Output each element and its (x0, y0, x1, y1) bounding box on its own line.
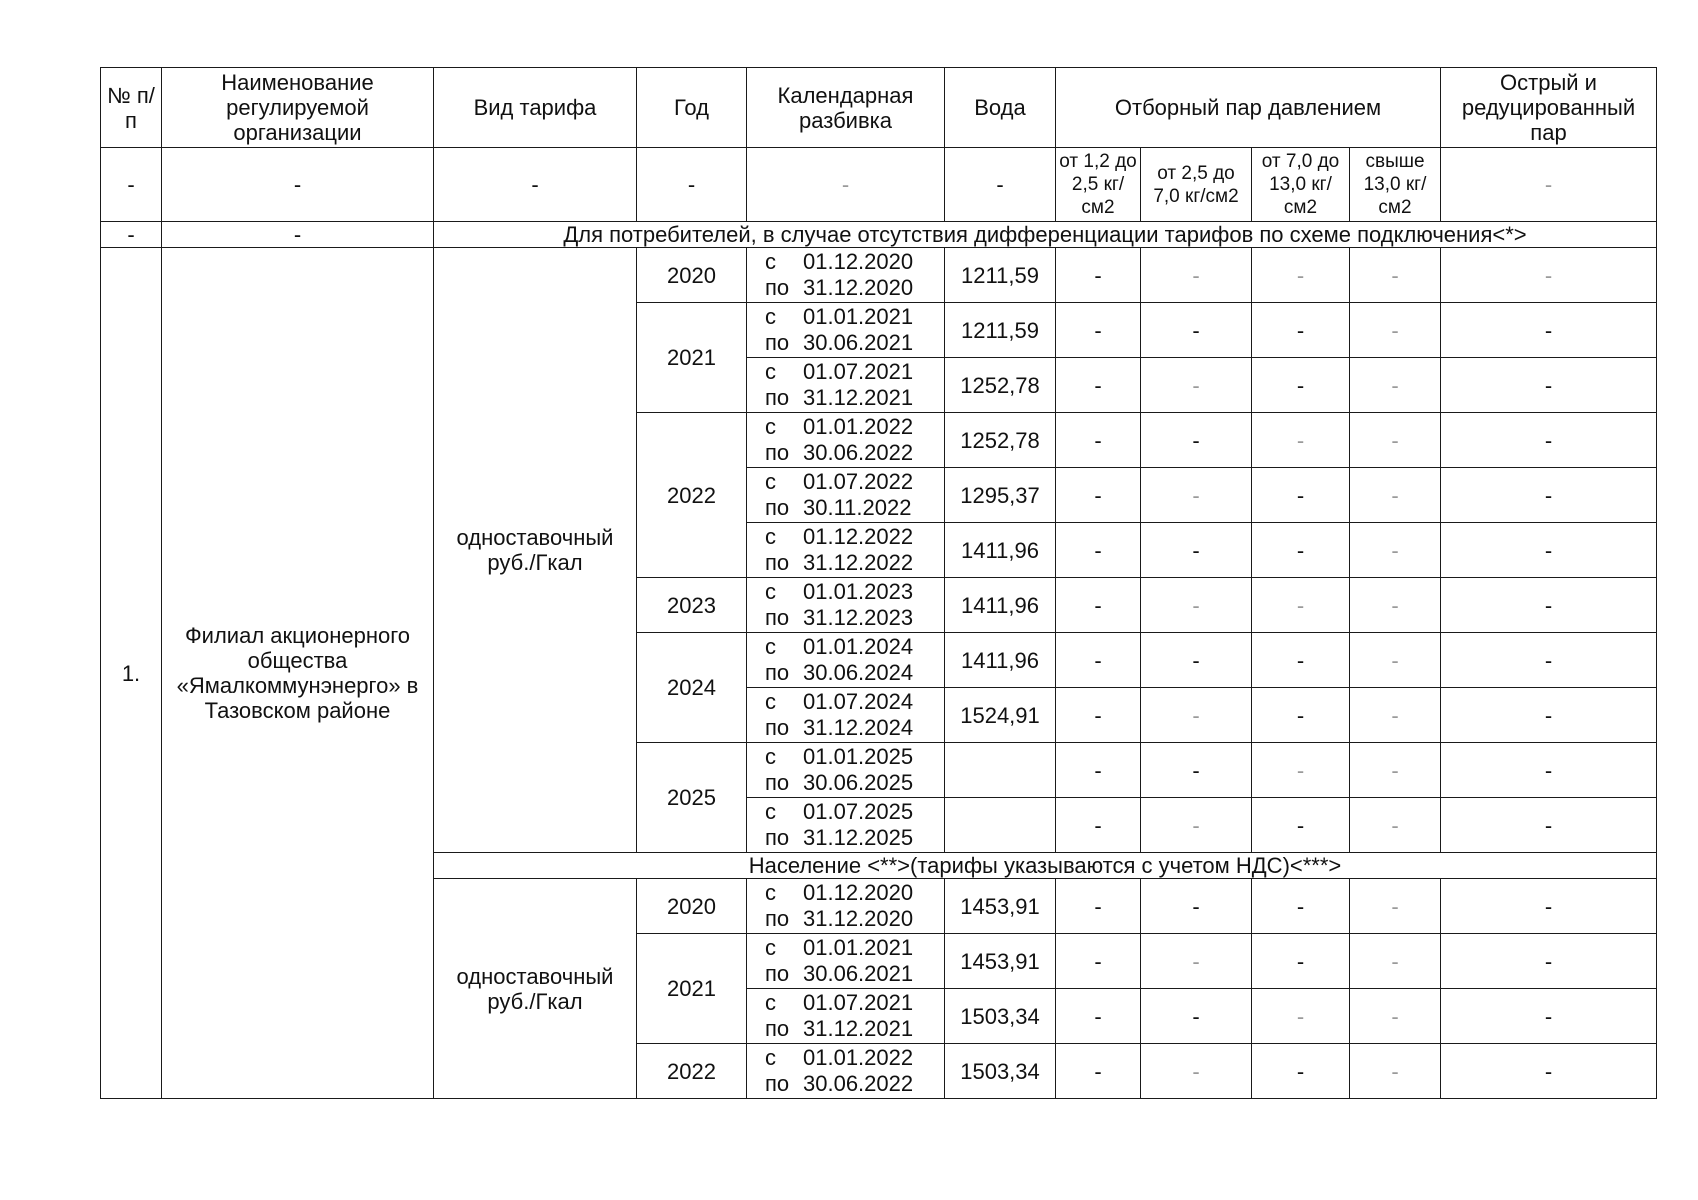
period-from-label: с (765, 799, 776, 824)
steam-value-4: - (1350, 248, 1441, 303)
period-to-date: 31.12.2020 (803, 275, 914, 300)
subheader-pressure-4: свыше 13,0 кг/см2 (1350, 148, 1441, 222)
period-from-label: с (765, 880, 776, 905)
steam-value-4: - (1350, 879, 1441, 934)
period-from-date: 01.01.2022 (803, 414, 914, 439)
water-tariff: 1453,91 (945, 879, 1056, 934)
subheader-blank: - (1441, 148, 1657, 222)
period-to-label: по (765, 275, 790, 300)
steam-value-1: - (1056, 633, 1141, 688)
sharp-steam-value: - (1441, 578, 1657, 633)
steam-value-4: - (1350, 1044, 1441, 1099)
period-to-label: по (765, 1016, 790, 1041)
calendar-period (747, 1044, 945, 1099)
period-to-date: 30.11.2022 (803, 495, 912, 520)
steam-value-2: - (1141, 523, 1252, 578)
period-to-date: 31.12.2021 (803, 385, 914, 410)
header-year: Год (637, 68, 747, 148)
sharp-steam-value: - (1441, 1044, 1657, 1099)
water-tariff: 1411,96 (945, 523, 1056, 578)
tariff-table (100, 67, 1657, 1099)
year-cell: 2020 (637, 879, 747, 934)
period-from-label: с (765, 304, 776, 329)
period-from-date: 01.01.2021 (803, 304, 914, 329)
steam-value-1: - (1056, 578, 1141, 633)
steam-value-4: - (1350, 798, 1441, 853)
steam-value-3: - (1252, 468, 1350, 523)
steam-value-1: - (1056, 798, 1141, 853)
steam-value-4: - (1350, 688, 1441, 743)
steam-value-4: - (1350, 578, 1441, 633)
period-from-date: 01.01.2025 (803, 744, 914, 769)
period-to-label: по (765, 440, 790, 465)
steam-value-1: - (1056, 743, 1141, 798)
period-to-date: 30.06.2021 (803, 961, 914, 986)
steam-value-2: - (1141, 743, 1252, 798)
steam-value-3: - (1252, 578, 1350, 633)
header-water: Вода (945, 68, 1056, 148)
steam-value-4: - (1350, 413, 1441, 468)
calendar-period (747, 633, 945, 688)
period-to-label: по (765, 961, 790, 986)
period-from-date: 01.12.2022 (803, 524, 914, 549)
tariff-type: одноставочный руб./Гкал (434, 879, 637, 1099)
period-from-label: с (765, 744, 776, 769)
period-to-label: по (765, 770, 790, 795)
subheader-pressure-2: от 2,5 до 7,0 кг/см2 (1141, 148, 1252, 222)
period-from-label: с (765, 579, 776, 604)
steam-value-3: - (1252, 798, 1350, 853)
subheader-blank: - (434, 148, 637, 222)
sharp-steam-value: - (1441, 413, 1657, 468)
calendar-period (747, 303, 945, 358)
steam-value-1: - (1056, 879, 1141, 934)
water-tariff: 1211,59 (945, 248, 1056, 303)
period-from-label: с (765, 359, 776, 384)
period-to-label: по (765, 605, 790, 630)
sharp-steam-value: - (1441, 303, 1657, 358)
steam-value-3: - (1252, 413, 1350, 468)
steam-value-1: - (1056, 358, 1141, 413)
steam-value-1: - (1056, 413, 1141, 468)
steam-value-2: - (1141, 578, 1252, 633)
calendar-period (747, 413, 945, 468)
row-number: 1. (101, 248, 162, 1099)
water-tariff: 1503,34 (945, 1044, 1056, 1099)
header-calendar: Календарная разбивка (747, 68, 945, 148)
calendar-period (747, 879, 945, 934)
calendar-period (747, 934, 945, 989)
period-from-date: 01.01.2023 (803, 579, 914, 604)
section-population-title: Население <**>(тарифы указываются с учетом НДС)<***> (434, 853, 1657, 879)
section-consumers-title: Для потребителей, в случае отсутствия дифференциации тарифов по схеме подключения<*> (434, 222, 1657, 248)
section-dash: - (162, 222, 434, 248)
period-from-date: 01.07.2024 (803, 689, 914, 714)
calendar-period (747, 743, 945, 798)
period-to-date: 31.12.2025 (803, 825, 914, 850)
water-tariff: 1295,37 (945, 468, 1056, 523)
header-row (101, 68, 1657, 148)
calendar-period (747, 578, 945, 633)
water-tariff: 1211,59 (945, 303, 1056, 358)
header-org: Наименование регулируемой организации (162, 68, 434, 148)
calendar-period (747, 358, 945, 413)
period-to-date: 31.12.2021 (803, 1016, 914, 1041)
steam-value-1: - (1056, 303, 1141, 358)
calendar-period (747, 523, 945, 578)
period-from-label: с (765, 689, 776, 714)
steam-value-2: - (1141, 413, 1252, 468)
period-to-label: по (765, 330, 790, 355)
period-from-label: с (765, 524, 776, 549)
tariff-type: одноставочный руб./Гкал (434, 248, 637, 853)
steam-value-2: - (1141, 798, 1252, 853)
period-to-label: по (765, 660, 790, 685)
steam-value-1: - (1056, 934, 1141, 989)
water-tariff: 1524,91 (945, 688, 1056, 743)
period-to-date: 31.12.2023 (803, 605, 914, 630)
steam-value-1: - (1056, 688, 1141, 743)
steam-value-3: - (1252, 358, 1350, 413)
period-to-date: 30.06.2022 (803, 440, 914, 465)
period-to-label: по (765, 906, 790, 931)
period-from-date: 01.07.2021 (803, 990, 914, 1015)
steam-value-1: - (1056, 1044, 1141, 1099)
steam-value-2: - (1141, 468, 1252, 523)
steam-value-2: - (1141, 248, 1252, 303)
period-from-date: 01.01.2021 (803, 935, 914, 960)
steam-value-1: - (1056, 989, 1141, 1044)
period-to-date: 30.06.2021 (803, 330, 914, 355)
header-num: № п/п (101, 68, 162, 148)
calendar-period (747, 989, 945, 1044)
water-tariff: 1411,96 (945, 633, 1056, 688)
period-from-label: с (765, 249, 776, 274)
calendar-period (747, 798, 945, 853)
period-from-label: с (765, 414, 776, 439)
steam-value-4: - (1350, 989, 1441, 1044)
steam-value-3: - (1252, 989, 1350, 1044)
sharp-steam-value: - (1441, 934, 1657, 989)
steam-value-2: - (1141, 633, 1252, 688)
period-to-label: по (765, 550, 790, 575)
sharp-steam-value: - (1441, 523, 1657, 578)
calendar-period (747, 468, 945, 523)
year-cell: 2025 (637, 743, 747, 853)
period-to-date: 31.12.2024 (803, 715, 914, 740)
steam-value-1: - (1056, 523, 1141, 578)
steam-value-3: - (1252, 1044, 1350, 1099)
steam-value-3: - (1252, 523, 1350, 578)
period-from-date: 01.01.2022 (803, 1045, 914, 1070)
steam-value-2: - (1141, 879, 1252, 934)
period-from-date: 01.07.2021 (803, 359, 914, 384)
steam-value-3: - (1252, 248, 1350, 303)
period-to-label: по (765, 385, 790, 410)
header-tariff-type: Вид тарифа (434, 68, 637, 148)
year-cell: 2021 (637, 303, 747, 413)
header-sharp-steam: Острый и редуцированный пар (1441, 68, 1657, 148)
steam-value-1: - (1056, 248, 1141, 303)
period-to-label: по (765, 495, 790, 520)
steam-value-3: - (1252, 303, 1350, 358)
water-tariff: 1503,34 (945, 989, 1056, 1044)
period-from-date: 01.01.2024 (803, 634, 914, 659)
calendar-period (747, 248, 945, 303)
sharp-steam-value: - (1441, 248, 1657, 303)
sharp-steam-value: - (1441, 743, 1657, 798)
period-to-date: 31.12.2022 (803, 550, 914, 575)
steam-value-4: - (1350, 303, 1441, 358)
steam-value-1: - (1056, 468, 1141, 523)
steam-value-3: - (1252, 688, 1350, 743)
steam-value-4: - (1350, 523, 1441, 578)
year-cell: 2021 (637, 934, 747, 1044)
steam-value-3: - (1252, 934, 1350, 989)
period-to-label: по (765, 1071, 790, 1096)
water-tariff: 1411,96 (945, 578, 1056, 633)
section-dash: - (101, 222, 162, 248)
steam-value-2: - (1141, 989, 1252, 1044)
water-tariff: 1252,78 (945, 358, 1056, 413)
table-row (101, 248, 1657, 303)
calendar-period (747, 688, 945, 743)
period-to-date: 30.06.2022 (803, 1071, 914, 1096)
period-to-label: по (765, 825, 790, 850)
year-cell: 2024 (637, 633, 747, 743)
subheader-blank: - (747, 148, 945, 222)
steam-value-2: - (1141, 934, 1252, 989)
water-tariff (945, 743, 1056, 798)
steam-value-2: - (1141, 358, 1252, 413)
steam-value-3: - (1252, 633, 1350, 688)
subheader-blank: - (637, 148, 747, 222)
subheader-blank: - (945, 148, 1056, 222)
period-to-date: 31.12.2020 (803, 906, 914, 931)
sharp-steam-value: - (1441, 798, 1657, 853)
period-from-label: с (765, 469, 776, 494)
steam-value-4: - (1350, 358, 1441, 413)
header-steam: Отборный пар давлением (1056, 68, 1441, 148)
steam-value-4: - (1350, 633, 1441, 688)
subheader-pressure-3: от 7,0 до 13,0 кг/см2 (1252, 148, 1350, 222)
water-tariff (945, 798, 1056, 853)
period-to-date: 30.06.2025 (803, 770, 914, 795)
period-from-date: 01.12.2020 (803, 880, 914, 905)
period-from-label: с (765, 990, 776, 1015)
period-to-date: 30.06.2024 (803, 660, 914, 685)
period-from-date: 01.07.2022 (803, 469, 914, 494)
sharp-steam-value: - (1441, 879, 1657, 934)
steam-value-2: - (1141, 303, 1252, 358)
period-to-label: по (765, 715, 790, 740)
steam-value-2: - (1141, 688, 1252, 743)
steam-value-3: - (1252, 879, 1350, 934)
steam-value-3: - (1252, 743, 1350, 798)
year-cell: 2022 (637, 1044, 747, 1099)
period-from-date: 01.07.2025 (803, 799, 914, 824)
subheader-blank: - (162, 148, 434, 222)
water-tariff: 1252,78 (945, 413, 1056, 468)
water-tariff: 1453,91 (945, 934, 1056, 989)
organization-name: Филиал акционерного общества «Ямалкоммунэнерго» в Тазовском районе (162, 248, 434, 1099)
year-cell: 2022 (637, 413, 747, 578)
year-cell: 2020 (637, 248, 747, 303)
steam-value-4: - (1350, 468, 1441, 523)
period-from-label: с (765, 1045, 776, 1070)
subheader-row (101, 148, 1657, 222)
sharp-steam-value: - (1441, 688, 1657, 743)
sharp-steam-value: - (1441, 989, 1657, 1044)
section-row-consumers (101, 222, 1657, 248)
sharp-steam-value: - (1441, 633, 1657, 688)
period-from-label: с (765, 634, 776, 659)
period-from-label: с (765, 935, 776, 960)
steam-value-2: - (1141, 1044, 1252, 1099)
steam-value-4: - (1350, 743, 1441, 798)
sharp-steam-value: - (1441, 358, 1657, 413)
sharp-steam-value: - (1441, 468, 1657, 523)
subheader-pressure-1: от 1,2 до 2,5 кг/см2 (1056, 148, 1141, 222)
subheader-blank: - (101, 148, 162, 222)
period-from-date: 01.12.2020 (803, 249, 914, 274)
year-cell: 2023 (637, 578, 747, 633)
steam-value-4: - (1350, 934, 1441, 989)
